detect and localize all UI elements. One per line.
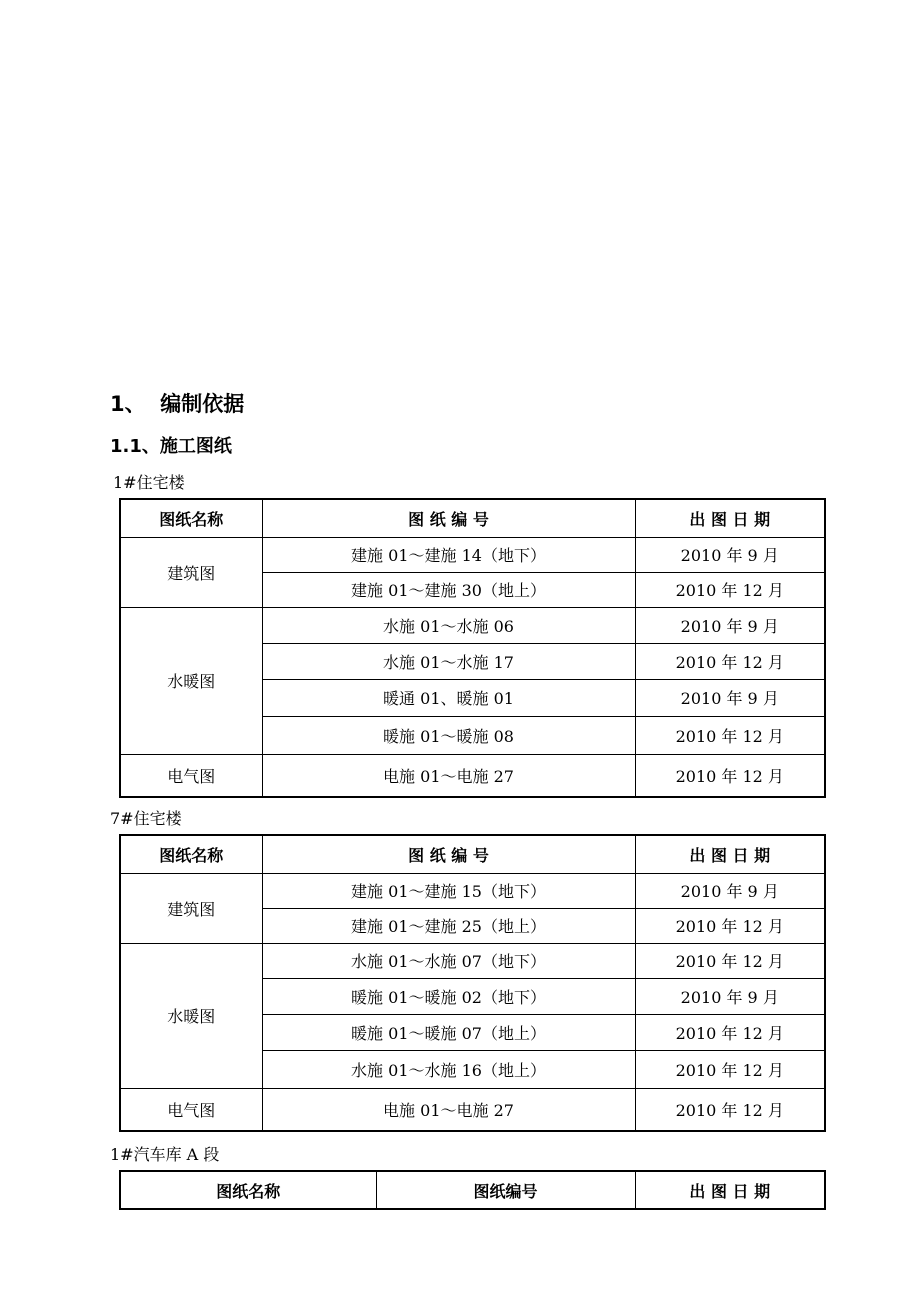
header-date: 出 图 日 期 [635, 835, 825, 873]
drawing-code: 暖施 01～暖施 08 [262, 716, 635, 754]
table-row [120, 873, 825, 908]
drawing-code: 建施 01～建施 14（地下） [262, 537, 635, 572]
drawing-code: 暖施 01～暖施 02（地下） [262, 978, 635, 1014]
drawing-code: 暖通 01、暖施 01 [262, 679, 635, 716]
header-code: 图 纸 编 号 [262, 499, 635, 537]
table3-caption: 1#汽车库 A 段 [110, 1145, 220, 1164]
issue-date: 2010 年 12 月 [635, 908, 825, 943]
issue-date: 2010 年 9 月 [635, 978, 825, 1014]
drawing-code: 暖施 01～暖施 07（地上） [262, 1014, 635, 1050]
header-name: 图纸名称 [120, 835, 262, 873]
table-row [120, 537, 825, 572]
drawing-code: 水施 01～水施 17 [262, 643, 635, 679]
header-name: 图纸名称 [120, 1171, 376, 1209]
issue-date: 2010 年 9 月 [635, 537, 825, 572]
header-code: 图纸编号 [376, 1171, 635, 1209]
group-name: 电气图 [120, 1088, 262, 1131]
table-row [120, 754, 825, 797]
drawing-code: 水施 01～水施 06 [262, 607, 635, 643]
drawing-code: 电施 01～电施 27 [262, 1088, 635, 1131]
header-date: 出 图 日 期 [635, 1171, 825, 1209]
table-row [120, 943, 825, 978]
table-header-row [120, 499, 825, 537]
table-header-row [120, 835, 825, 873]
group-name: 水暖图 [120, 943, 262, 1088]
issue-date: 2010 年 12 月 [635, 943, 825, 978]
section-heading: 1、 编制依据 [110, 392, 245, 416]
drawing-code: 建施 01～建施 30（地上） [262, 572, 635, 607]
table-row [120, 1088, 825, 1131]
table-row [120, 607, 825, 643]
drawing-table-2 [119, 834, 826, 1132]
subsection-heading: 1.1、施工图纸 [110, 436, 232, 457]
header-code: 图 纸 编 号 [262, 835, 635, 873]
issue-date: 2010 年 12 月 [635, 716, 825, 754]
table1-caption: 1#住宅楼 [113, 473, 185, 492]
issue-date: 2010 年 9 月 [635, 607, 825, 643]
drawing-code: 电施 01～电施 27 [262, 754, 635, 797]
group-name: 建筑图 [120, 537, 262, 607]
issue-date: 2010 年 12 月 [635, 1050, 825, 1088]
group-name: 电气图 [120, 754, 262, 797]
table-header-row [120, 1171, 825, 1209]
issue-date: 2010 年 12 月 [635, 754, 825, 797]
issue-date: 2010 年 12 月 [635, 1014, 825, 1050]
group-name: 建筑图 [120, 873, 262, 943]
issue-date: 2010 年 12 月 [635, 572, 825, 607]
header-date: 出 图 日 期 [635, 499, 825, 537]
drawing-code: 建施 01～建施 15（地下） [262, 873, 635, 908]
drawing-table-3 [119, 1170, 826, 1210]
issue-date: 2010 年 12 月 [635, 643, 825, 679]
issue-date: 2010 年 9 月 [635, 679, 825, 716]
drawing-table-1 [119, 498, 826, 798]
issue-date: 2010 年 12 月 [635, 1088, 825, 1131]
drawing-code: 水施 01～水施 16（地上） [262, 1050, 635, 1088]
table2-caption: 7#住宅楼 [110, 809, 182, 828]
drawing-code: 水施 01～水施 07（地下） [262, 943, 635, 978]
issue-date: 2010 年 9 月 [635, 873, 825, 908]
header-name: 图纸名称 [120, 499, 262, 537]
drawing-code: 建施 01～建施 25（地上） [262, 908, 635, 943]
group-name: 水暖图 [120, 607, 262, 754]
